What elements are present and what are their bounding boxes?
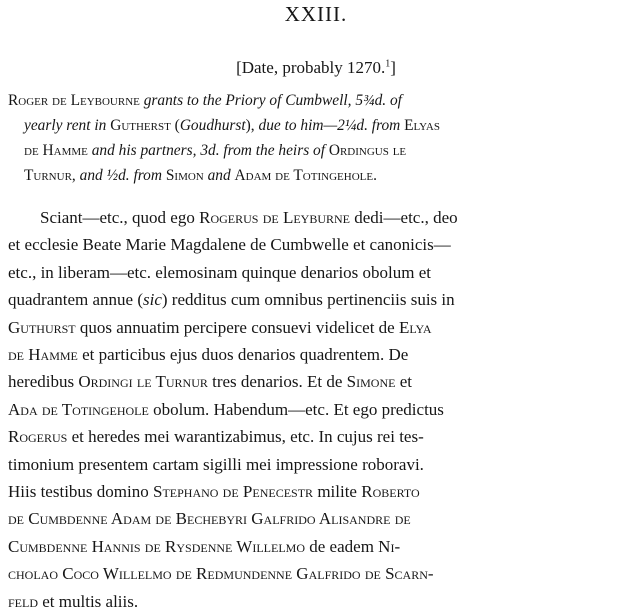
proper-name: cholao Coco Willelmo de Redmundenne Galfrido de Scarn-	[8, 564, 434, 584]
text-segment: Sciant—etc., quod ego	[40, 208, 200, 227]
proper-name: Ordingus le	[328, 142, 407, 159]
text-segment: quadrantem annue (	[8, 290, 143, 310]
proper-name: Cumbdenne Hannis de Rysdenne Willelmo	[8, 536, 306, 556]
italic-text: due to him—2¼d. from	[258, 117, 405, 134]
proper-name: Ordingi le Turnur	[78, 372, 208, 392]
text-line	[8, 396, 622, 423]
italic-text: grants to the Priory of Cumbwell, 5¾d. of	[143, 92, 402, 109]
text-line	[8, 423, 622, 450]
footnote-mark: 1	[385, 58, 391, 70]
text-line	[8, 368, 622, 395]
text-line	[8, 204, 622, 231]
text-line	[8, 588, 622, 615]
text-segment: obolum. Habendum—etc. Et ego predictus	[148, 399, 444, 419]
date-note	[0, 58, 632, 78]
proper-name: de Hamme	[24, 142, 88, 159]
text-segment: Hiis testibus domino	[8, 482, 153, 502]
text-line	[8, 560, 622, 587]
text-segment: ) redditus cum omnibus pertinenciis suis in	[161, 290, 455, 310]
proper-name: de Hamme	[8, 345, 78, 365]
proper-name: Elya	[398, 317, 432, 337]
text-line	[8, 314, 622, 341]
text-segment: (	[170, 117, 180, 134]
italic-text: and	[207, 167, 235, 184]
proper-name: Guthurst	[8, 317, 76, 337]
proper-name: Ni-	[378, 536, 401, 556]
proper-name: Stephano de Penecestr	[152, 482, 314, 502]
text-segment: quos annuatim percipere consuevi videlicet de	[75, 317, 399, 337]
charter-latin-text	[8, 204, 622, 615]
summary-line	[8, 138, 618, 163]
proper-name: Adam de Totingehole	[234, 167, 374, 184]
charter-summary	[8, 88, 618, 188]
text-segment: heredibus	[8, 372, 79, 392]
text-segment: timonium presentem cartam sigilli mei impressione roboravi.	[8, 454, 424, 474]
text-segment: et multis aliis.	[38, 591, 139, 611]
text-line	[8, 341, 622, 368]
proper-name: Elyas	[404, 117, 440, 134]
proper-name: Turnur	[24, 167, 72, 184]
text-segment: milite	[313, 482, 362, 502]
text-line	[8, 478, 622, 505]
italic-text: yearly rent in	[24, 117, 111, 134]
proper-name: Simone	[346, 372, 396, 392]
proper-name: de Cumbdenne Adam de Bechebyri Galfrido Alisandre de	[8, 509, 411, 529]
text-segment: et heredes mei warantizabimus, etc. In cujus rei tes-	[67, 427, 424, 447]
proper-name: Ada de Totingehole	[8, 399, 149, 419]
proper-name: Rogerus	[8, 427, 68, 447]
proper-name: Roberto	[361, 482, 420, 502]
proper-name: Rogerus de Leyburne	[199, 208, 351, 227]
text-line	[8, 451, 622, 478]
charter-number: XXIII.	[284, 2, 348, 26]
proper-name: Gutherst	[110, 117, 171, 134]
text-line	[8, 533, 622, 560]
text-segment: ),	[245, 117, 259, 134]
text-line	[8, 286, 622, 313]
proper-name: Roger de Leybourne	[8, 92, 140, 109]
date-close: ]	[390, 58, 396, 77]
proper-name: feld	[8, 591, 38, 611]
text-segment: etc., in liberam—etc. elemosinam quinque denarios obolum et	[8, 262, 431, 282]
summary-line	[8, 88, 618, 113]
italic-text: and ½d. from	[79, 167, 166, 184]
text-segment: .	[373, 167, 377, 184]
proper-name: Simon	[165, 167, 204, 184]
text-line	[8, 231, 622, 258]
text-segment: et ecclesie Beate Marie Magdalene de Cumbwelle et canonicis—	[8, 235, 451, 255]
italic-text: Goudhurst	[179, 117, 246, 134]
text-segment: de eadem	[305, 536, 379, 556]
summary-line	[8, 163, 618, 188]
summary-line	[8, 113, 618, 138]
italic-text: sic	[143, 290, 162, 310]
text-segment: tres denarios. Et de	[207, 372, 347, 392]
text-line	[8, 259, 622, 286]
text-segment: et	[395, 372, 412, 392]
text-segment: dedi—etc., deo	[350, 208, 458, 227]
text-segment: et particibus ejus duos denarios quadrentem. De	[77, 345, 409, 365]
italic-text: and his partners, 3d. from the heirs of	[91, 142, 329, 159]
text-segment: ,	[71, 167, 80, 184]
text-line	[8, 505, 622, 532]
date-text: [Date, probably 1270.	[236, 58, 386, 77]
